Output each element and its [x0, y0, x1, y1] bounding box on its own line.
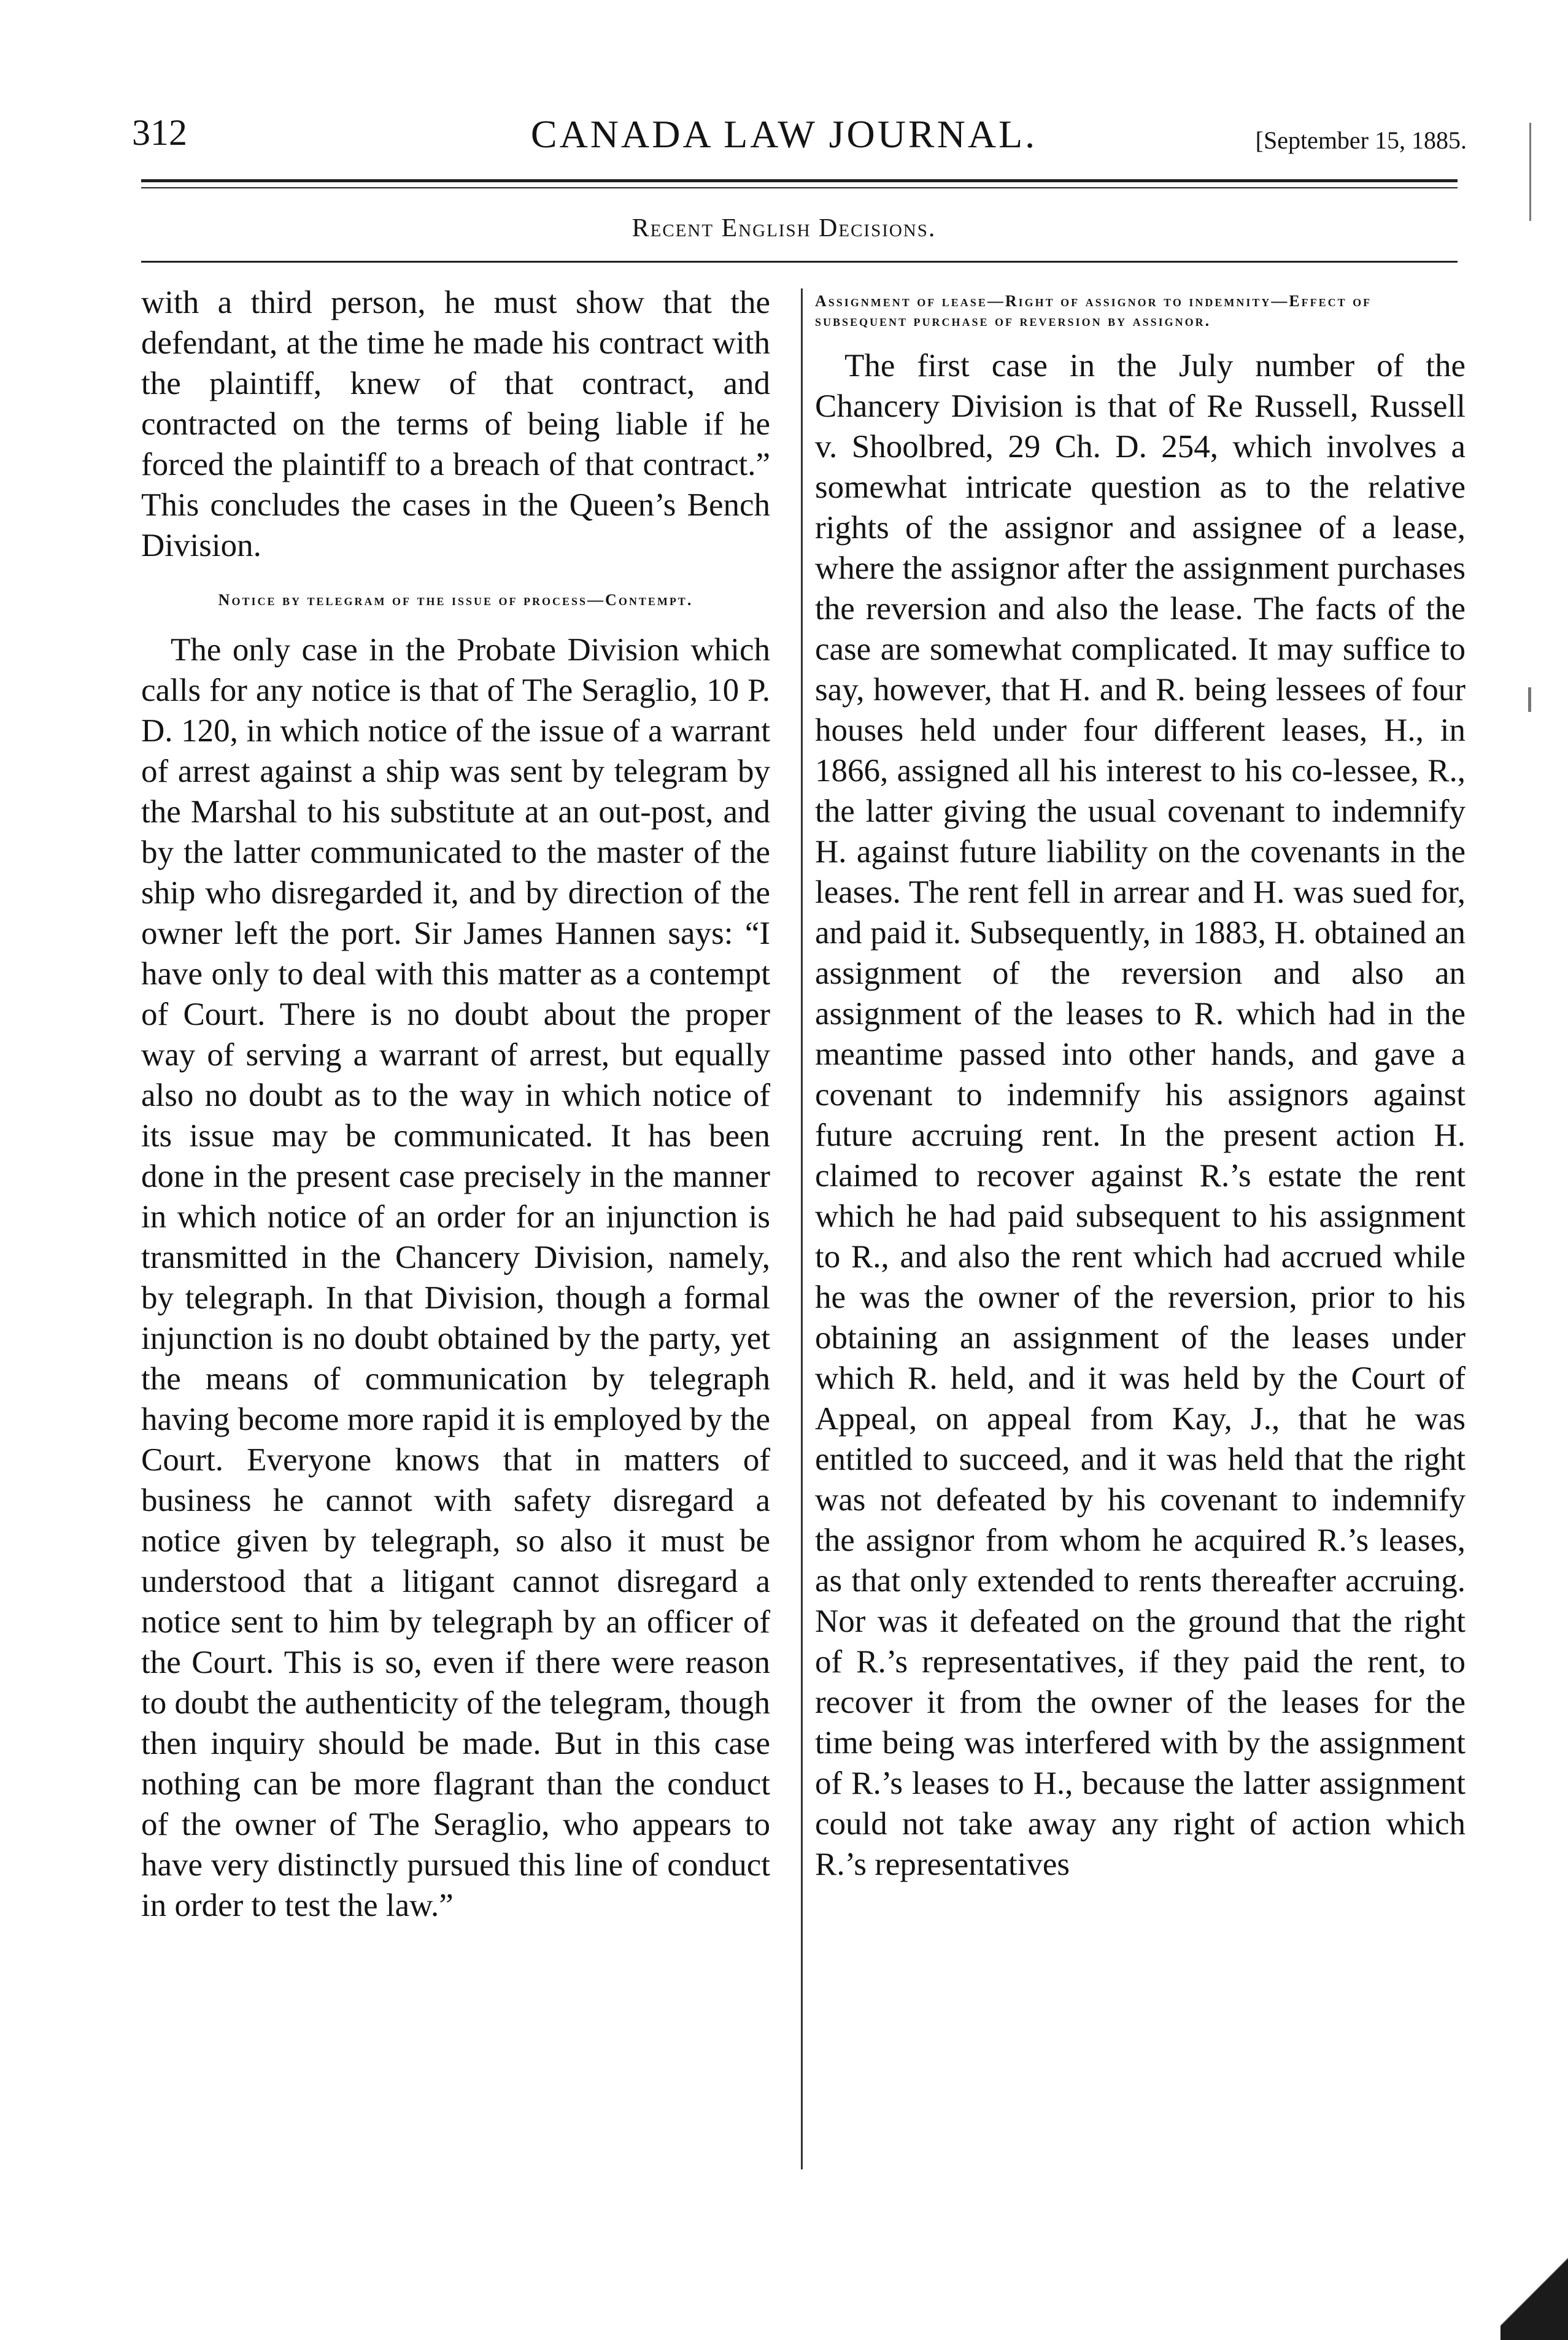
- case-heading-telegram: Notice by telegram of the issue of process—Contempt.: [218, 591, 693, 609]
- left-paragraph-2: The only case in the Probate Division which calls for any notice is that of The Seraglio, 10 P. D. 120, in which notice of the issue of a warrant of arrest against a ship was sent by telegram by the Marshal to his substitute at an out-post, and by the latter communicated to the master of the ship who disregarded it, and by direction of the owner left the port. Sir James Hannen says: “I have only to deal with this matter as a contempt of Court. There is no doubt about the proper way of serving a warrant of arrest, but equally also no doubt as to the way in which notice of its issue may be communicated. It has been done in the present case precisely in the manner in which notice of an order for an injunction is transmitted in the Chancery Division, namely, by telegraph. In that Division, though a formal injunction is no doubt obtained by the party, yet the means of communication by telegraph having become more rapid it is employed by the Court. Everyone knows that in matters of business he cannot with safety disregard a notice given by telegraph, so also it must be understood that a litigant cannot disregard a notice sent to him by telegraph by an officer of the Court. This is so, even if there were reason to doubt the authenticity of the telegram, though then inquiry should be made. But in this case nothing can be more flagrant than the conduct of the owner of The Seraglio, who appears to have very distinctly pursued this line of conduct in order to test the law.”: [141, 632, 770, 1923]
- section-heading: Recent English Decisions.: [631, 214, 937, 242]
- left-paragraph-1: with a third person, he must show that the defendant, at the time he made his contract with the plaintiff, knew of that contract, and contracted on the terms of being liable if he forced the plaintiff to a breach of that contract.” This concludes the cases in the Queen’s Bench Division.: [141, 285, 770, 563]
- page-number: 312: [132, 112, 187, 153]
- scan-edge-mark: [1529, 123, 1531, 221]
- header-rule-thin: [141, 187, 1458, 188]
- right-column: [815, 292, 1466, 1885]
- scan-corner-shadow: [1500, 2223, 1568, 2340]
- left-column: [141, 282, 770, 1926]
- journal-title: CANADA LAW JOURNAL.: [530, 112, 1038, 156]
- header-rule-thick: [141, 179, 1458, 182]
- right-paragraph-1: The first case in the July number of the Chancery Division is that of Re Russell, Russell v. Shoolbred, 29 Ch. D. 254, which involves a somewhat intricate question as to the relative rights of the assignor and assignee of a lease, where the assignor after the assignment purchases the reversion and also the lease. The facts of the case are somewhat complicated. It may suffice to say, however, that H. and R. being lessees of four houses held under four different leases, H., in 1866, assigned all his interest to his co-lessee, R., the latter giving the usual covenant to indemnify H. against future liability on the covenants in the leases. The rent fell in arrear and H. was sued for, and paid it. Subsequently, in 1883, H. obtained an assignment of the reversion and also an assignment of the leases to R. which had in the meantime passed into other hands, and gave a covenant to indemnify his assignors against future accruing rent. In the present action H. claimed to recover against R.’s estate the rent which he had paid subsequent to his assignment to R., and also the rent which had accrued while he was the owner of the reversion, prior to his obtaining an assignment of the leases under which R. held, and it was held by the Court of Appeal, on appeal from Kay, J., that he was entitled to succeed, and it was held that the right was not defeated by his covenant to indemnify the assignor from whom he acquired R.’s leases, as that only extended to rents thereafter accruing. Nor was it defeated on the ground that the right of R.’s representatives, if they paid the rent, to recover it from the owner of the leases for the time being was interfered with by the assignment of R.’s leases to H., because the latter assignment could not take away any right of action which R.’s representatives: [815, 348, 1466, 1882]
- case-heading-lease: Assignment of lease—Right of assignor to indemnity—Effect of subsequent purchase of reversion by assignor.: [815, 292, 1372, 330]
- issue-date: [September 15, 1885.: [1255, 126, 1467, 154]
- scan-edge-mark: [1528, 687, 1531, 712]
- section-rule: [141, 261, 1458, 263]
- column-divider: [801, 288, 803, 2169]
